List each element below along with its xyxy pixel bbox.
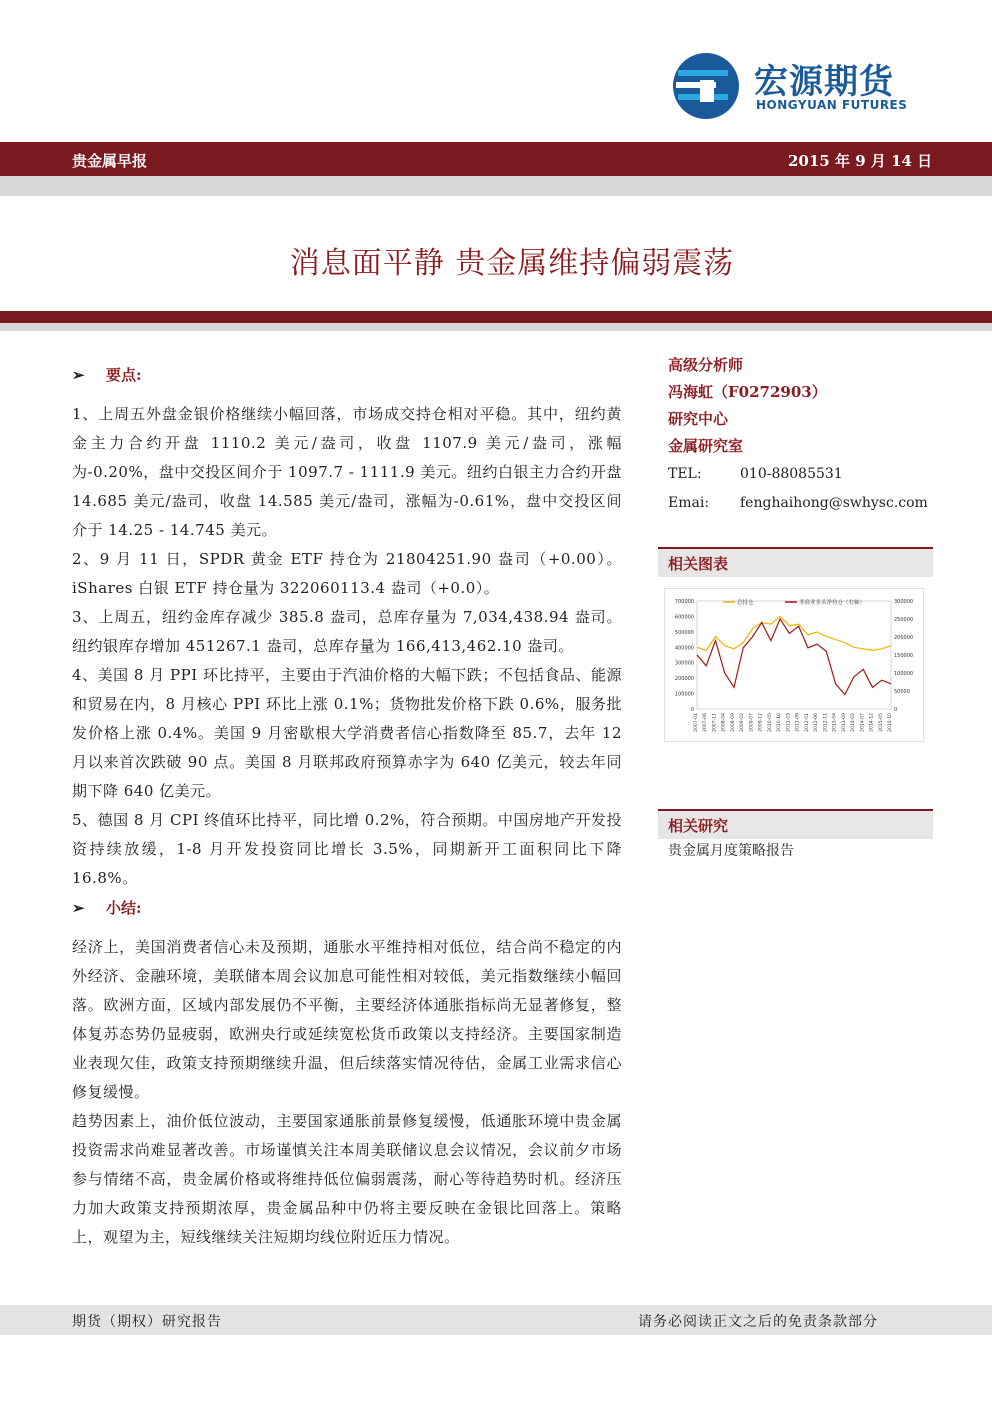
analyst-email — [668, 489, 933, 518]
tel-label: TEL: — [668, 466, 702, 482]
right-tick-label: 0 — [894, 707, 898, 713]
related-research-header — [658, 809, 933, 839]
keypoint-1: 1、上周五外盘金银价格继续小幅回落，市场成交持仓相对平稳。其中，纽约黄金主力合约开盘 1110.2 美元/盎司，收盘 1107.9 美元/盎司，涨幅为-0.20%，盘中交投区间介于 1097.7 - 1111.9 美元。纽约白银主力合约开盘 14.685 美元/盎司，收盘 14.585 美元/盎司，涨幅为-0.61%，盘中交投区间介于 14.25 - 14.745 美元。 — [72, 405, 622, 539]
x-tick-label: 2010-05 — [767, 713, 773, 732]
right-tick-label: 100000 — [894, 671, 914, 677]
left-tick-label: 700000 — [674, 599, 694, 605]
left-tick-label: 400000 — [674, 645, 694, 652]
right-tick-label: 250000 — [894, 617, 914, 623]
series-line-net-long — [697, 619, 891, 695]
arrow-bullet-icon: ➢ — [72, 366, 85, 384]
left-tick-label: 500000 — [674, 629, 694, 636]
logo-text-cn: 宏源期货 — [754, 62, 894, 102]
footer-disclaimer: 请务必阅读正文之后的免责条款部分 — [638, 1314, 878, 1330]
x-tick-label: 2011-08 — [795, 713, 801, 732]
x-tick-label: 2008-09 — [730, 713, 736, 732]
keypoint-5: 5、德国 8 月 CPI 终值环比持平，同比增 0.2%，符合预期。中国房地产开发投资持续放缓，1-8 月开发投资同比增长 3.5%，同期新开工面积同比下降 16.8%。 — [72, 811, 622, 887]
analyst-name: 冯海虹（F0272903） — [668, 383, 827, 401]
footer-left: 期货（期权）研究报告 — [72, 1314, 222, 1330]
keypoint-4: 4、美国 8 月 PPI 环比持平，主要由于汽油价格的大幅下跌；不包括食品、能源和贸易在内，8 月核心 PPI 环比上涨 0.1%；货物批发价格下跌 0.6%，服务批发价格上涨 0.4%。美国 9 月密歇根大学消费者信心指数降至 85.7，去年 12 月以来首次跌破 90 点。美国 8 月联邦政府预算赤字为 640 亿美元，较去年同期下降 640 亿美元。 — [72, 666, 622, 800]
x-tick-label: 2013-09 — [841, 713, 847, 732]
related-research-item[interactable]: 贵金属月度策略报告 — [668, 843, 794, 859]
keypoints-heading-label: 要点: — [106, 366, 142, 384]
report-title: 消息面平静 贵金属维持偏弱震荡 — [289, 246, 735, 281]
x-tick-label: 2010-10 — [777, 713, 783, 732]
email-label: Emai: — [668, 495, 710, 511]
analyst-subdept: 金属研究室 — [668, 437, 744, 455]
keypoint-2: 2、9 月 11 日，SPDR 黄金 ETF 持仓为 21804251.90 盎司（+0.00）。iShares 白银 ETF 持仓量为 322060113.4 盎司（+0.0）。 — [72, 550, 622, 597]
legend-label: 总持仓 — [737, 600, 754, 606]
x-tick-label: 2007-11 — [712, 713, 718, 732]
logo-mark-icon — [672, 52, 740, 120]
left-tick-label: 300000 — [674, 660, 694, 667]
arrow-bullet-icon: ➢ — [72, 899, 85, 917]
x-tick-label: 2014-12 — [869, 713, 875, 732]
related-research-title: 相关研究 — [668, 817, 729, 835]
x-tick-label: 2009-07 — [749, 713, 755, 732]
analyst-dept: 研究中心 — [668, 410, 729, 428]
summary-heading-label: 小结: — [106, 899, 142, 917]
report-category: 贵金属早报 — [72, 152, 148, 170]
right-tick-label: 50000 — [894, 689, 910, 695]
right-tick-label: 200000 — [894, 635, 914, 641]
x-tick-label: 2011-03 — [786, 713, 792, 732]
keypoint-3: 3、上周五，纽约金库存减少 385.8 盎司，总库存量为 7,034,438.94 盎司。纽约银库存增加 451267.1 盎司，总库存量为 166,413,462.10 盎司。 — [72, 608, 622, 655]
report-date: 2015 年 9 月 14 日 — [788, 152, 933, 170]
summary-heading — [72, 893, 622, 927]
email-value[interactable]: fenghaihong@swhysc.com — [740, 495, 928, 511]
related-charts-title: 相关图表 — [668, 555, 729, 573]
x-tick-label: 2012-06 — [814, 713, 820, 732]
title-divider-shadow — [0, 323, 992, 331]
right-tick-label: 150000 — [894, 653, 914, 659]
series-line-total-oi — [697, 616, 891, 650]
header-band-shadow — [0, 176, 992, 196]
left-tick-label: 600000 — [674, 614, 694, 621]
logo-text-en: HONGYUAN FUTURES — [756, 98, 908, 112]
x-tick-label: 2014-02 — [851, 713, 857, 732]
related-chart — [664, 588, 924, 742]
right-tick-label: 300000 — [894, 599, 914, 605]
x-tick-label: 2014-07 — [860, 713, 866, 732]
chart-svg — [665, 589, 923, 741]
related-charts-header — [658, 547, 933, 577]
x-tick-label: 2007-01 — [694, 713, 699, 732]
x-tick-label: 2012-01 — [804, 713, 810, 732]
x-tick-label: 2009-02 — [740, 713, 746, 732]
left-tick-label: 0 — [690, 707, 694, 713]
left-tick-label: 100000 — [674, 691, 694, 698]
plot-area — [697, 601, 891, 709]
analyst-role: 高级分析师 — [668, 356, 744, 374]
analyst-tel — [668, 460, 933, 489]
summary-paragraph-1: 经济上，美国消费者信心未及预期，通胀水平维持相对低位，结合尚不稳定的内外经济、金融环境，美联储本周会议加息可能性相对较低，美元指数继续小幅回落。欧洲方面，区域内部发展仍不平衡，主要经济体通胀指标尚无显著修复，整体复苏态势仍显疲弱，欧洲央行或延续宽松货币政策以支持经济。主要国家制造业表现欠佳，政策支持预期继续升温，但后续落实情况待估，金属工业需求信心修复缓慢。 — [72, 938, 622, 1101]
x-tick-label: 2015-10 — [888, 713, 893, 732]
title-divider — [0, 311, 992, 323]
legend-label: 非商业多头净持仓（右轴） — [799, 600, 866, 606]
x-tick-label: 2015-05 — [878, 713, 884, 732]
x-tick-label: 2008-04 — [721, 713, 727, 732]
analyst-info — [668, 352, 933, 518]
company-logo — [672, 46, 922, 118]
x-tick-label: 2007-06 — [703, 713, 709, 732]
x-tick-label: 2009-12 — [758, 713, 764, 732]
left-tick-label: 200000 — [674, 676, 694, 683]
tel-value: 010-88085531 — [740, 466, 843, 482]
x-tick-label: 2012-11 — [823, 713, 829, 732]
keypoints-heading — [72, 360, 622, 394]
x-tick-label: 2013-04 — [832, 713, 838, 732]
summary-paragraph-2: 趋势因素上，油价低位波动，主要国家通胀前景修复缓慢，低通胀环境中贵金属投资需求尚难显著改善。市场谨慎关注本周美联储议息会议情况，会议前夕市场参与情绪不高，贵金属价格或将维持低位偏弱震荡，耐心等待趋势时机。经济压力加大政策支持预期浓厚，贵金属品种中仍将主要反映在金银比回落上。策略上，观望为主，短线继续关注短期均线位附近压力情况。 — [72, 1112, 622, 1246]
main-content — [72, 360, 622, 1252]
